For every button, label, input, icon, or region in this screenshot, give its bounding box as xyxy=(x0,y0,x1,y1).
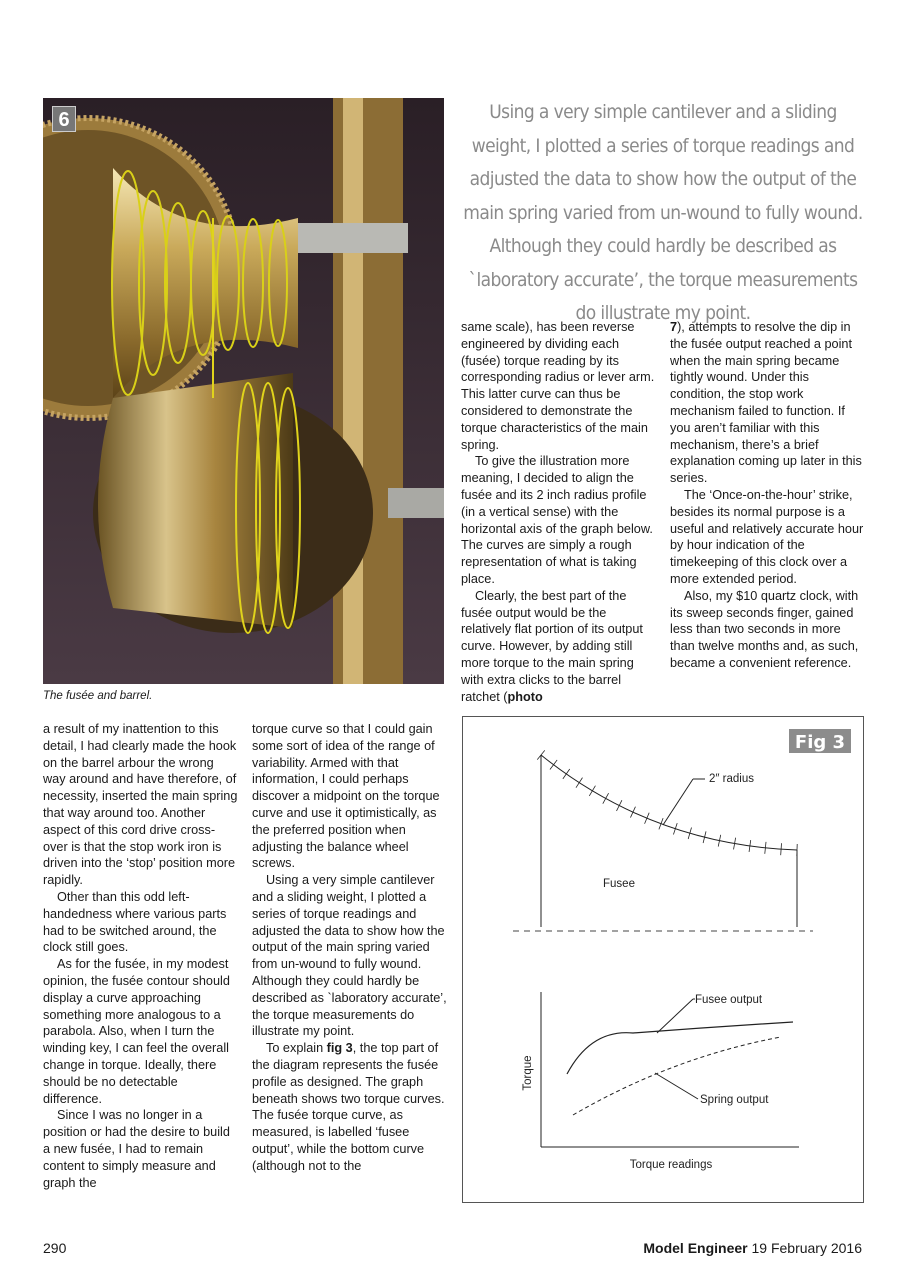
profile-tick xyxy=(550,760,557,770)
profile-tick xyxy=(563,769,570,779)
fusee-output-curve xyxy=(567,1022,793,1074)
profile-tick xyxy=(603,793,609,804)
text-column-2 xyxy=(670,319,865,672)
photo-number-badge: 6 xyxy=(52,106,76,132)
pull-quote: Using a very simple cantilever and a sliding weight, I plotted a series of torque readings and adjusted the data to show how the output of the main spring varied from un-wound to fully wound. Although they could hardly be described as `laboratory accurate’, the torque measurements do illustrate my point. xyxy=(463,101,863,324)
paragraph: To give the illustration more meaning, I decided to align the fusée and its 2 inch radius profile (in a vertical sense) with the horizontal axis of the graph below. The curves are simply a rough representation of what is taking place. xyxy=(461,454,653,586)
paragraph-text: Clearly, the best part of the fusée output would be the relatively flat portion of its output curve. However, by adding still more torque to the main spring with extra clicks to the barrel ratchet ( xyxy=(461,588,643,704)
photo-illustration xyxy=(43,98,444,684)
fusee-label: Fusee xyxy=(603,878,635,890)
x-axis-label: Torque readings xyxy=(629,1159,713,1171)
spring-output-label: Spring output xyxy=(700,1094,769,1106)
profile-tick xyxy=(589,786,595,796)
profile-tick xyxy=(645,813,650,824)
footer-publication xyxy=(643,1240,862,1256)
issue-date: 19 February 2016 xyxy=(747,1240,862,1256)
photo-ref-number: 7 xyxy=(670,320,678,334)
fusee-output-label: Fusee output xyxy=(695,994,763,1006)
figure-3-diagram xyxy=(463,717,863,1202)
spring-output-pointer xyxy=(655,1073,698,1099)
fusee-output-pointer xyxy=(657,999,693,1033)
figure-3 xyxy=(462,716,864,1203)
paragraph-text: , the top part of the diagram represents the fusée profile as designed. The graph beneath shows two torque curves. The fusée torque curve, as measured, is labelled ‘fusee output’, while the bottom curve (although not to the xyxy=(252,1041,445,1173)
paragraph: Using a very simple cantilever and a sliding weight, I plotted a series of torque readings and adjusted the data to show how the output of the main spring varied from un-wound to fully wound. Although they could hardly be described as `laboratory accurate’, the torque measurements do illustrate my point. xyxy=(252,873,447,1039)
paragraph: Since I was no longer in a position or had the desire to build a new fusée, I had to remain content to simply measure and graph the xyxy=(43,1108,230,1190)
paragraph: Also, my $10 quartz clock, with its sweep seconds finger, gained less than two seconds in more than twelve months and, as such, became a convenient reference. xyxy=(670,588,859,670)
profile-tick xyxy=(576,778,583,788)
figure-label: Fig 3 xyxy=(794,732,846,753)
text-column-4 xyxy=(252,721,447,1175)
photo-ref: photo xyxy=(507,689,543,704)
paragraph: As for the fusée, in my modest opinion, the fusée contour should display a curve approaching something more analogous to a parabola. Also, when I turn the winding key, I can feel the overall change in torque. Ideally, there should be no detectable difference. xyxy=(43,957,230,1106)
fusee-barrel-photo xyxy=(43,98,444,684)
radius-pointer xyxy=(663,779,693,825)
figure-ref: fig 3 xyxy=(326,1041,353,1056)
paragraph: a result of my inattention to this detail, I had clearly made the hook on the barrel arbour the wrong way around and have therefore, of necessity, inserted the main spring that way around too. Another aspect of this cord drive cross-over is that the stop work iron is driven into the ‘stop’ position more rapidly. xyxy=(43,722,238,888)
paragraph: torque curve so that I could gain some sort of idea of the range of variability. Armed with that information, I could perhaps discover a midpoint on the torque curve and use it optimistically, as the preferred position when adjusting the balance wheel screws. xyxy=(252,722,440,871)
radius-label: 2″ radius xyxy=(709,773,754,785)
paragraph: Other than this odd left-handedness where various parts had to be switched around, the clock still goes. xyxy=(43,889,227,955)
paragraph xyxy=(252,1040,447,1174)
paragraph-text: ), attempts to resolve the dip in the fusée output reached a point when the main spring became tightly wound. Under this condition, the stop work mechanism failed to function. If you aren’t familiar with this mechanism, there’s a brief explanation coming up later in this series. xyxy=(670,320,862,486)
text-column-1 xyxy=(461,319,656,705)
fusee-profile-curve xyxy=(541,755,797,850)
profile-tick xyxy=(781,843,782,855)
photo-caption: The fusée and barrel. xyxy=(43,690,153,702)
paragraph: same scale), has been reverse engineered by dividing each (fusée) torque reading by its corresponding radius or lever arm. This latter curve can thus be considered to demonstrate the torque characteristics of the main spring. xyxy=(461,320,655,452)
profile-tick xyxy=(617,800,622,811)
paragraph: The ‘Once-on-the-hour’ strike, besides its normal purpose is a useful and relatively accurate hour by hour indication of the timekeeping of this clock over a more extended period. xyxy=(670,487,864,586)
paragraph xyxy=(461,588,656,706)
fusee-profile-ticks xyxy=(537,750,797,856)
y-axis-label: Torque xyxy=(522,1055,534,1091)
text-column-3 xyxy=(43,721,238,1191)
profile-tick xyxy=(630,807,635,818)
page-number: 290 xyxy=(43,1240,67,1256)
profile-tick xyxy=(659,818,663,829)
magazine-name: Model Engineer xyxy=(643,1240,748,1256)
paragraph-text: To explain xyxy=(266,1041,327,1056)
paragraph xyxy=(670,319,865,487)
